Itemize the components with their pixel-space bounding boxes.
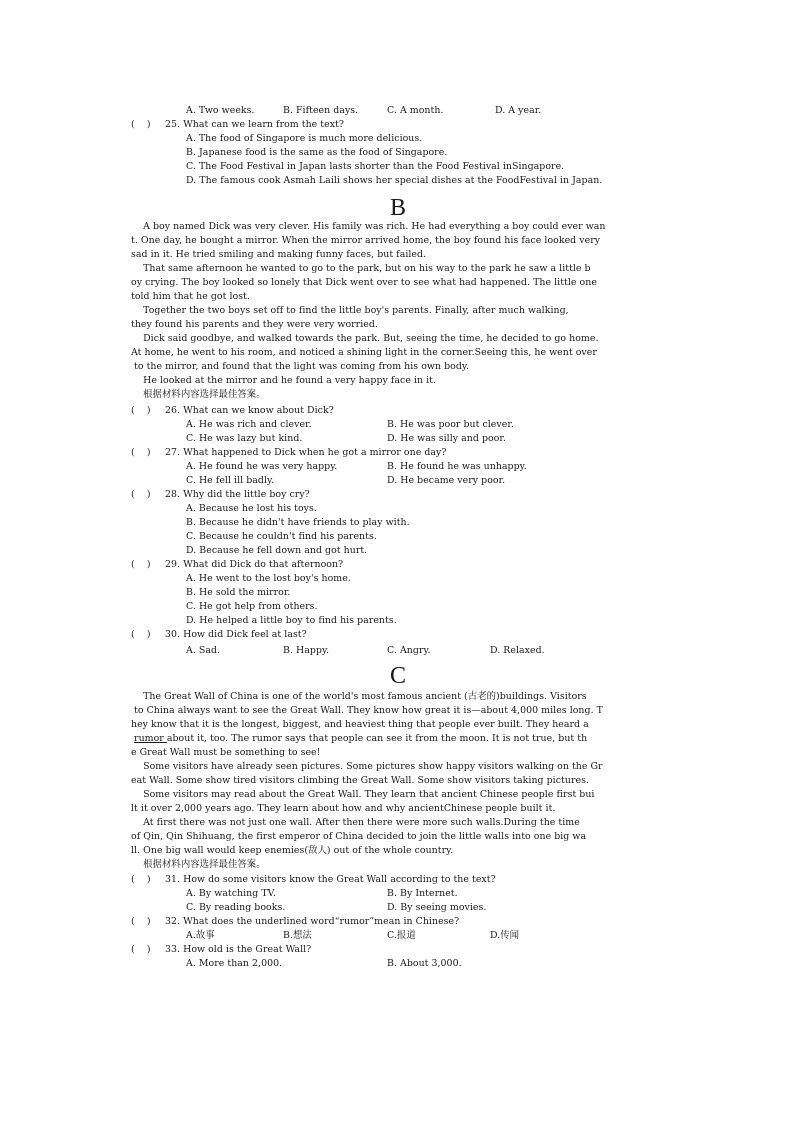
passage-c-line: At first there was not just one wall. After then there were more such walls.During the time (131, 817, 580, 828)
q29-stem: 29. What did Dick do that afternoon? (165, 559, 344, 570)
q31-option-a: A. By watching TV. (186, 888, 276, 899)
q28-option-c: C. Because he couldn't find his parents. (186, 531, 377, 542)
passage-b-line: At home, he went to his room, and noticed a shining light in the corner.Seeing this, he went over (131, 347, 597, 358)
passage-b-line: to the mirror, and found that the light was coming from his own body. (131, 361, 470, 372)
q27-option-b: B. He found he was unhappy. (387, 461, 527, 472)
q28-option-a: A. Because he lost his toys. (186, 503, 317, 514)
passage-c-line: Some visitors have already seen pictures. Some pictures show happy visitors walking on the Gr (131, 761, 603, 772)
q29-answer-bracket[interactable]: ( ) (131, 559, 151, 570)
q33-option-a: A. More than 2,000. (186, 958, 283, 969)
q30-stem: 30. How did Dick feel at last? (165, 629, 307, 640)
q32-option-b: B.想法 (283, 930, 312, 941)
q25-stem: 25. What can we learn from the text? (165, 119, 344, 130)
passage-c-line: of Qin, Qin Shihuang, the first emperor of China decided to join the little walls into one big wa (131, 831, 587, 842)
passage-b-line: told him that he got lost. (131, 291, 250, 302)
q25-option-d: D. The famous cook Asmah Laili shows her special dishes at the FoodFestival in Japan. (186, 175, 603, 186)
passage-c-line: to China always want to see the Great Wall. They know how great it is—about 4,000 miles long. T (131, 705, 603, 716)
passage-c-line: eat Wall. Some show tired visitors climbing the Great Wall. Some show visitors taking pictures. (131, 775, 589, 786)
q29-option-c: C. He got help from others. (186, 601, 318, 612)
q32-option-a: A.故事 (186, 930, 215, 941)
q28-option-d: D. Because he fell down and got hurt. (186, 545, 368, 556)
q30-option-d: D. Relaxed. (490, 645, 545, 656)
q32-option-c: C.报道 (387, 930, 416, 941)
q31-stem: 31. How do some visitors know the Great Wall according to the text? (165, 874, 496, 885)
q25-option-b: B. Japanese food is the same as the food of Singapore. (186, 147, 448, 158)
q31-option-b: B. By Internet. (387, 888, 458, 899)
passage-c-line: ll. One big wall would keep enemies(敌人) out of the whole country. (131, 845, 454, 856)
passage-b-line: t. One day, he bought a mirror. When the mirror arrived home, the boy found his face looked very (131, 235, 601, 246)
section-c-heading: C (390, 663, 407, 689)
q30-option-c: C. Angry. (387, 645, 431, 656)
q32-stem: 32. What does the underlined word“rumor”mean in Chinese? (165, 916, 460, 927)
q25-option-a: A. The food of Singapore is much more delicious. (186, 133, 423, 144)
passage-c-line (131, 732, 587, 746)
q31-answer-bracket[interactable]: ( ) (131, 874, 151, 885)
passage-b-line: oy crying. The boy looked so lonely that Dick went over to see what had happened. The little one (131, 277, 597, 288)
section-b-heading: B (390, 195, 407, 221)
passage-b-line: sad in it. He tried smiling and making funny faces, but failed. (131, 249, 427, 260)
passage-b-instruction: 根据材料内容选择最佳答案。 (131, 389, 266, 400)
q31-option-c: C. By reading books. (186, 902, 286, 913)
passage-c-line: hey know that it is the longest, biggest, and heaviest thing that people ever built. They heard a (131, 719, 589, 730)
underlined-word-rumor: rumor (134, 733, 167, 744)
q33-answer-bracket[interactable]: ( ) (131, 944, 151, 955)
passage-b-line: Dick said goodbye, and walked towards the park. But, seeing the time, he decided to go home. (131, 333, 599, 344)
q28-option-b: B. Because he didn't have friends to play with. (186, 517, 410, 528)
q25-option-c: C. The Food Festival in Japan lasts shorter than the Food Festival inSingapore. (186, 161, 565, 172)
q29-option-b: B. He sold the mirror. (186, 587, 291, 598)
q27-option-d: D. He became very poor. (387, 475, 506, 486)
q27-stem: 27. What happened to Dick when he got a mirror one day? (165, 447, 447, 458)
passage-c-line: Some visitors may read about the Great Wall. They learn that ancient Chinese people first bui (131, 789, 595, 800)
q24-option-d: D. A year. (495, 105, 542, 116)
q24-option-b: B. Fifteen days. (283, 105, 359, 116)
passage-b-line: they found his parents and they were very worried. (131, 319, 378, 330)
q32-answer-bracket[interactable]: ( ) (131, 916, 151, 927)
q32-option-d: D.传闻 (490, 930, 520, 941)
passage-c-line: e Great Wall must be something to see! (131, 747, 321, 758)
q27-option-a: A. He found he was very happy. (186, 461, 338, 472)
q33-option-b: B. About 3,000. (387, 958, 462, 969)
q27-answer-bracket[interactable]: ( ) (131, 447, 151, 458)
q30-option-b: B. Happy. (283, 645, 330, 656)
passage-b-line: He looked at the mirror and he found a very happy face in it. (131, 375, 437, 386)
q28-stem: 28. Why did the little boy cry? (165, 489, 310, 500)
passage-b-line: That same afternoon he wanted to go to the park, but on his way to the park he saw a little b (131, 263, 591, 274)
q28-answer-bracket[interactable]: ( ) (131, 489, 151, 500)
passage-c-line: The Great Wall of China is one of the world's most famous ancient (古老的)buildings. Visitors (131, 691, 587, 702)
passage-b-line: Together the two boys set off to find the little boy's parents. Finally, after much walking, (131, 305, 569, 316)
q29-option-d: D. He helped a little boy to find his parents. (186, 615, 397, 626)
q30-option-a: A. Sad. (186, 645, 221, 656)
q30-answer-bracket[interactable]: ( ) (131, 629, 151, 640)
q31-option-d: D. By seeing movies. (387, 902, 487, 913)
q29-option-a: A. He went to the lost boy's home. (186, 573, 351, 584)
q33-stem: 33. How old is the Great Wall? (165, 944, 312, 955)
q26-answer-bracket[interactable]: ( ) (131, 405, 151, 416)
q26-option-b: B. He was poor but clever. (387, 419, 514, 430)
q26-option-d: D. He was silly and poor. (387, 433, 506, 444)
q27-option-c: C. He fell ill badly. (186, 475, 275, 486)
q26-option-a: A. He was rich and clever. (186, 419, 312, 430)
q25-answer-bracket[interactable]: ( ) (131, 119, 151, 130)
passage-c-line: lt it over 2,000 years ago. They learn about how and why ancientChinese people built it. (131, 803, 556, 814)
q24-option-a: A. Two weeks. (186, 105, 255, 116)
q24-option-c: C. A month. (387, 105, 444, 116)
q26-option-c: C. He was lazy but kind. (186, 433, 303, 444)
q26-stem: 26. What can we know about Dick? (165, 405, 334, 416)
passage-c-text: about it, too. The rumor says that people can see it from the moon. It is not true, but th (166, 733, 588, 744)
passage-c-instruction: 根据材料内容选择最佳答案。 (131, 859, 266, 870)
passage-b-line: A boy named Dick was very clever. His family was rich. He had everything a boy could ever wan (131, 221, 606, 232)
